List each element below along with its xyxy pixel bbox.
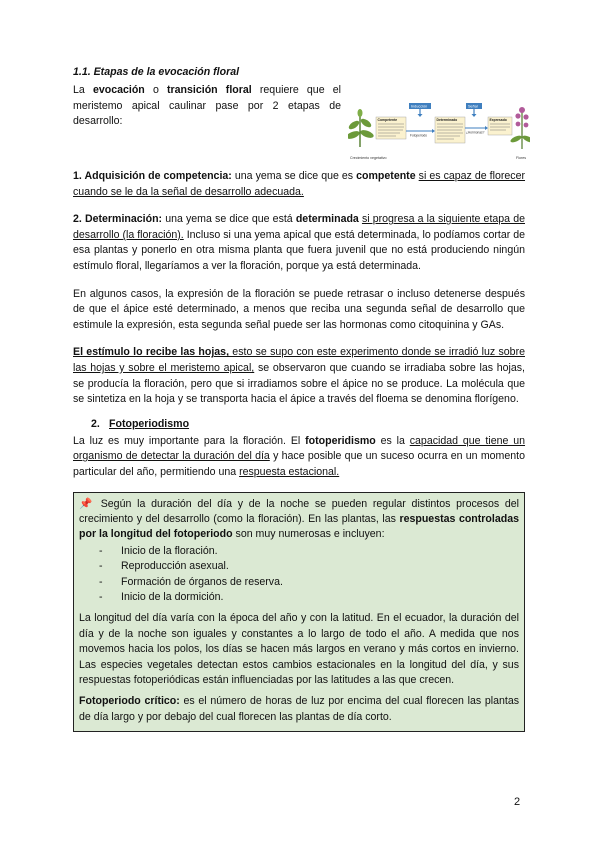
induction-tag xyxy=(409,103,431,117)
list-item: - Inicio de la dormición. xyxy=(99,590,224,603)
expressed-box xyxy=(488,117,512,135)
determined-box xyxy=(435,117,465,143)
term-evocacion: evocación xyxy=(92,84,145,96)
latitude-paragraph: La longitud del día varía con la época del año y con la latitud. En el ecuador, la duración del día y de la noche son iguales y constantes a lo largo de todo el año. A medida que nos movemos hacia los polos, los días se hacen más largos en verano y más cortos en invierno. Las especies vegetales detectan estos cambios estacionales en la longitud del día, y sus respuestas fotoperiódicas están influenciadas por las latitudes a las que crecen. xyxy=(79,612,519,686)
stimulus-paragraph: El estímulo lo recibe las hojas, esto se supo con este experimento donde se irradió luz sobre las hojas y sobre el meristemo apical, se observaron que cuando se irradiaba sobre las hojas, se producía la floración, pero que si irradiamos sobre el ápice no se produce. La molécula que se sintetiza en la hoja y se transporta hacia el ápice a través del floema se denomina florígeno. xyxy=(73,346,525,406)
flowering-stages-diagram xyxy=(348,101,530,161)
list-item: - Formación de órganos de reserva. xyxy=(99,575,283,588)
intro-block xyxy=(73,83,525,169)
page-content xyxy=(73,66,525,732)
info-box xyxy=(73,492,525,733)
list-item: - Inicio de la floración. xyxy=(99,544,218,557)
competent-box xyxy=(376,117,406,139)
heading-fotoperiodismo: 2. Fotoperiodismo xyxy=(91,417,190,430)
responses-list xyxy=(79,544,519,606)
page-number: 2 xyxy=(514,796,521,808)
critical-photoperiod-paragraph: Fotoperiodo crítico: es el número de horas de luz por encima del cual florecen las plantas de día largo y por debajo del cual florecen las plantas de día corto. xyxy=(79,695,520,723)
determination-paragraph: 2. Determinación: una yema se dice que está determinada si progresa a la siguiente etapa de desarrollo (la floración). Incluso si una yema apical que está determinada, lo podíamos cortar de esa plantas y ponerlo en otra misma planta que fuera juvenil que no está produciendo ningún estímulo floral, llegaríamos a ver la floración, porque ya está determinada. xyxy=(73,213,525,272)
delay-paragraph: En algunos casos, la expresión de la floración se puede retrasar o incluso detenerse después de que el ápice esté determinado, a menos que reciba una segunda señal de desarrollo que estimule la expresión, esta segunda señal puede ser las hormonas como citoquinina y GAs. xyxy=(73,287,525,331)
arrow-hormones xyxy=(465,126,488,135)
photoperiodism-paragraph: La luz es muy importante para la floración. El fotoperidismo es la capacidad que tiene un organismo de detectar la duración del día y hace posible que un suceso ocurra en un momento particular del año, permitiendo una respuesta estacional. xyxy=(73,434,526,478)
svg-text:Expresado: Expresado xyxy=(489,118,507,122)
intro-paragraph: La evocación o transición floral requiere que el meristemo apical caulinar pase por 2 etapas de desarrollo: xyxy=(73,84,342,128)
signal-tag xyxy=(466,103,482,117)
svg-text:Determinado: Determinado xyxy=(436,118,458,122)
svg-text:Señal: Señal xyxy=(468,104,478,109)
flowering-plant-illustration xyxy=(510,107,530,149)
arrow-photoperiod xyxy=(406,129,435,138)
svg-text:¿Hormonas?: ¿Hormonas? xyxy=(466,130,485,135)
caption-flowers: Flores xyxy=(516,156,526,160)
competence-paragraph: 1. Adquisición de competencia: una yema se dice que es competente si es capaz de florecer cuando se le da la señal de desarrollo adecuada. xyxy=(73,170,526,198)
term-transicion-floral: transición floral xyxy=(167,84,252,96)
info-box-intro: 📌 Según la duración del día y de la noche se pueden regular distintos procesos del crecimiento y del desarrollo (como la floración). En las plantas, las respuestas controladas por la longitud del fotoperiodo son muy numerosas e incluyen: xyxy=(79,497,519,541)
section-title: 1.1. Etapas de la evocación floral xyxy=(73,66,240,78)
svg-text:Fotoperiodo: Fotoperiodo xyxy=(410,133,428,138)
caption-vegetative: Crecimiento vegetativo xyxy=(350,156,387,160)
svg-text:Inducción: Inducción xyxy=(411,104,428,109)
pushpin-icon: 📌 xyxy=(79,497,93,510)
vegetative-plant-illustration xyxy=(348,109,375,147)
list-item: - Reproducción asexual. xyxy=(99,560,229,573)
svg-text:Competente: Competente xyxy=(377,118,398,122)
